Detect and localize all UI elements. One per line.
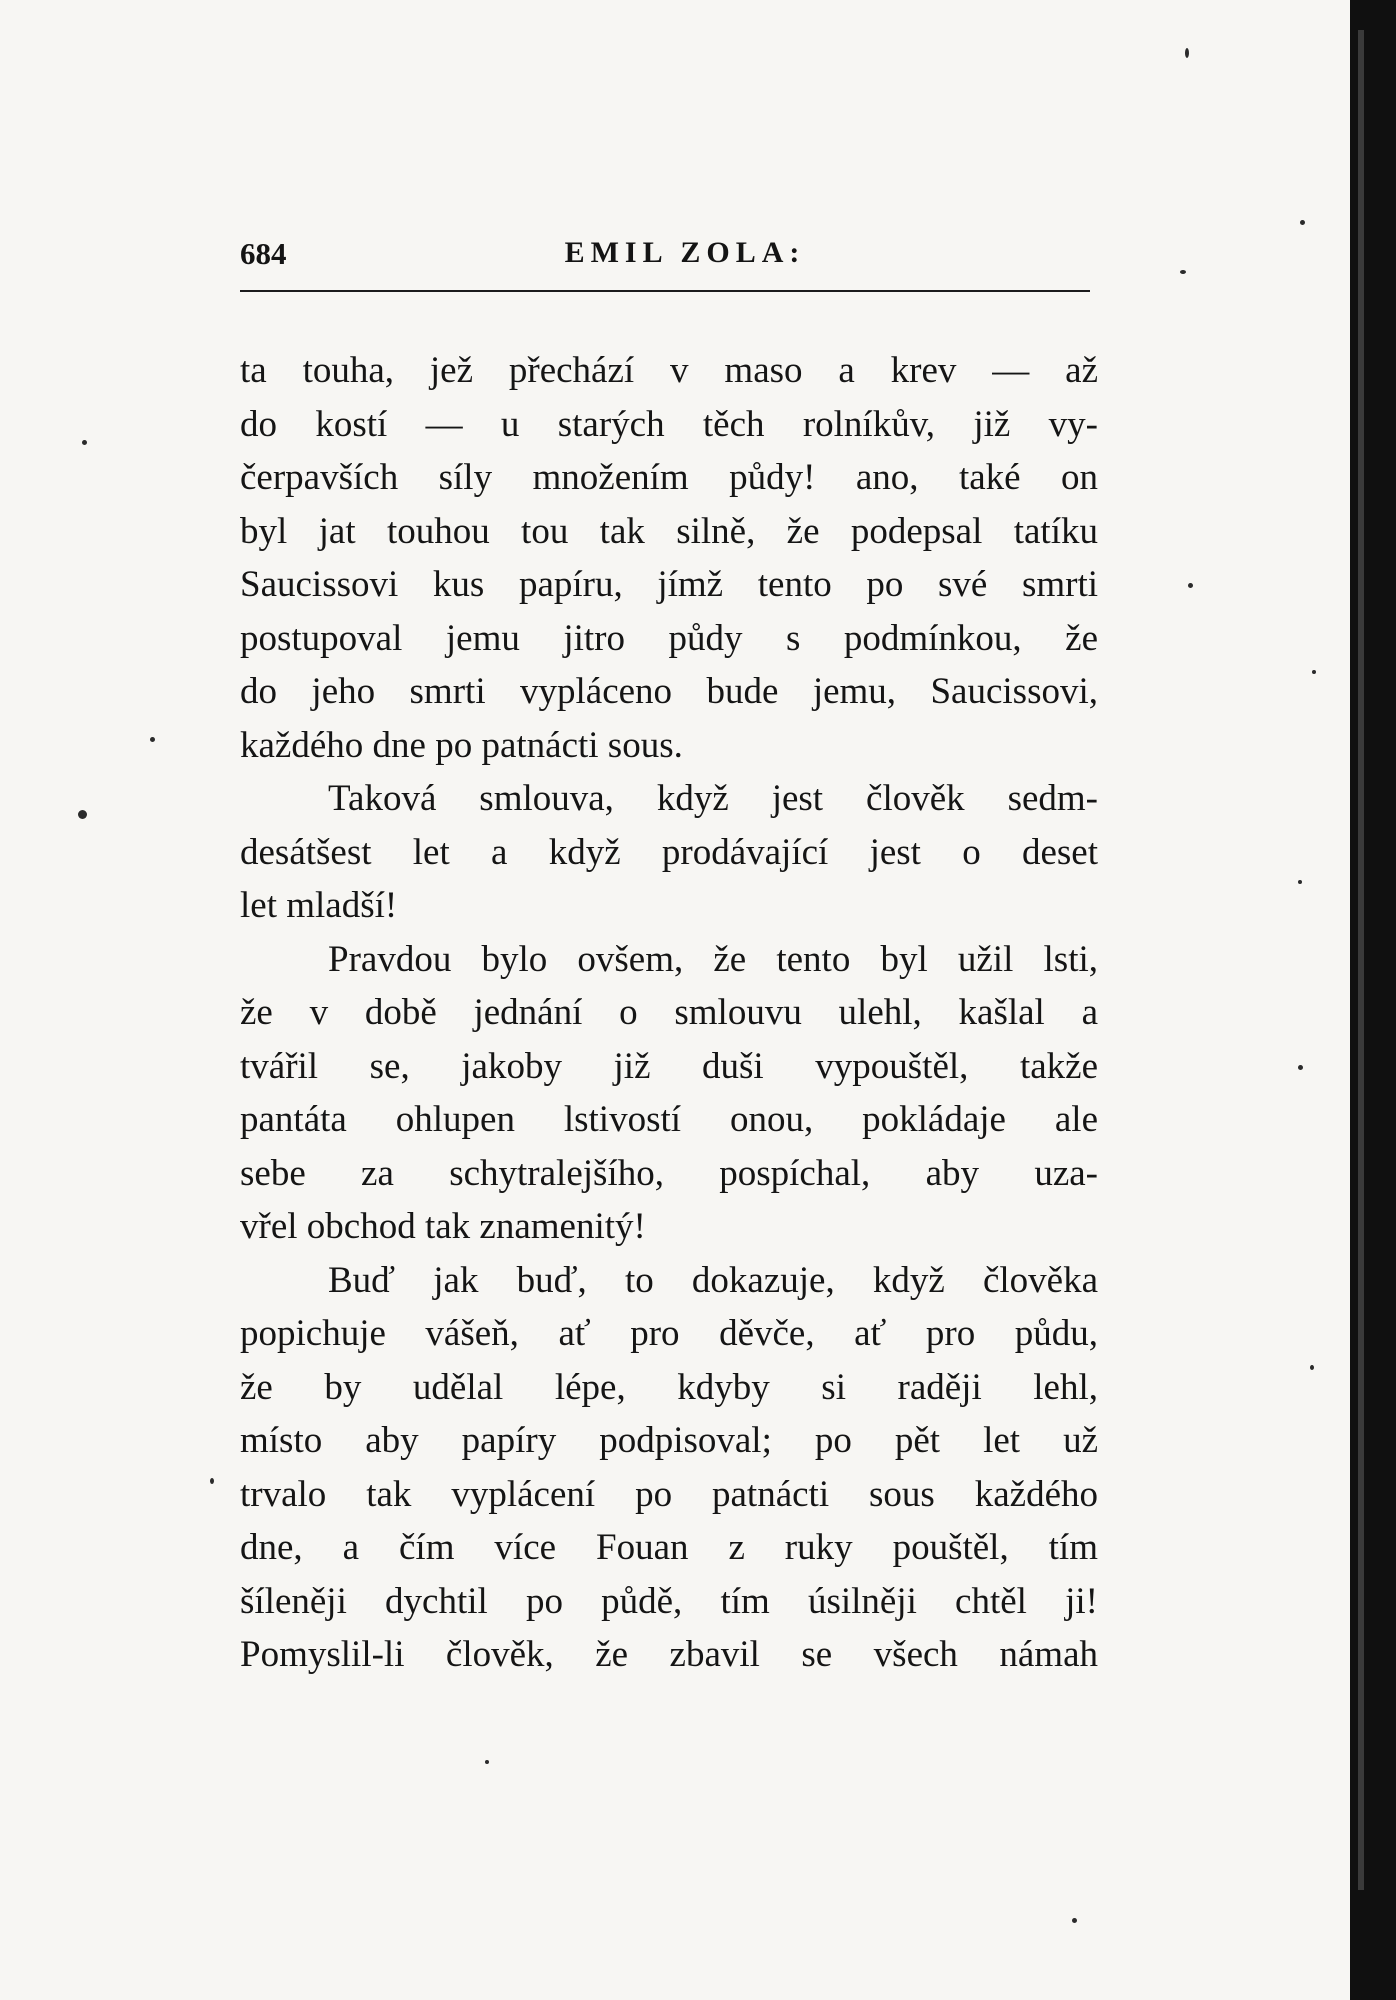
- scan-speck: [82, 440, 87, 445]
- scan-speck: [210, 1478, 214, 1484]
- text-line: desátšest let a když prodávající jest o deset: [240, 831, 1098, 873]
- scan-speck: [1188, 583, 1193, 588]
- scan-speck: [150, 737, 155, 742]
- text-line: Pomyslil-li člověk, že zbavil se všech námah: [240, 1634, 1098, 1675]
- scan-speck: [1180, 270, 1186, 274]
- scan-speck: [1300, 220, 1305, 225]
- book-binding-edge: [1350, 0, 1396, 2000]
- text-line: pantáta ohlupen lstivostí onou, pokládaje ale: [240, 1099, 1098, 1140]
- text-line: čerpavších síly množením půdy! ano, také on: [240, 457, 1098, 498]
- scan-speck: [78, 810, 87, 819]
- scan-speck: [1310, 1365, 1314, 1370]
- text-line: místo aby papíry podpisoval; po pět let už: [240, 1420, 1098, 1461]
- header-rule: [240, 290, 1090, 292]
- scan-speck: [1298, 880, 1302, 884]
- text-line: každého dne po patnácti sous.: [240, 724, 683, 766]
- scan-speck: [1298, 1065, 1303, 1070]
- page-header: [240, 236, 1090, 280]
- text-line: postupoval jemu jitro půdy s podmínkou, že: [240, 617, 1098, 659]
- text-line: tvářil se, jakoby již duši vypouštěl, takže: [240, 1045, 1098, 1087]
- text-line: šíleněji dychtil po půdě, tím úsilněji chtěl ji!: [240, 1580, 1098, 1622]
- text-line: sebe za schytralejšího, pospíchal, aby uza-: [240, 1152, 1098, 1194]
- text-line: Taková smlouva, když jest člověk sedm-: [328, 778, 1098, 819]
- text-line: byl jat touhou tou tak silně, že podepsal tatíku: [240, 510, 1098, 552]
- scan-speck: [1072, 1918, 1077, 1923]
- scan-speck: [1312, 670, 1316, 674]
- text-line: Buď jak buď, to dokazuje, když člověka: [328, 1259, 1098, 1301]
- text-line: Saucissovi kus papíru, jímž tento po své smrti: [240, 564, 1098, 605]
- text-line: ta touha, jež přechází v maso a krev — až: [240, 350, 1098, 391]
- text-line: vřel obchod tak znamenitý!: [240, 1206, 646, 1247]
- text-line: že v době jednání o smlouvu ulehl, kašlal a: [240, 992, 1098, 1033]
- text-line: trvalo tak vyplácení po patnácti sous každého: [240, 1473, 1098, 1515]
- text-line: let mladší!: [240, 885, 398, 926]
- text-line: do kostí — u starých těch rolníkův, již vy-: [240, 403, 1098, 445]
- running-title: EMIL ZOLA:: [564, 236, 806, 269]
- binding-highlight: [1358, 30, 1364, 1890]
- scan-speck: [485, 1760, 489, 1764]
- text-line: že by udělal lépe, kdyby si raději lehl,: [240, 1366, 1098, 1408]
- text-line: dne, a čím více Fouan z ruky pouštěl, tím: [240, 1527, 1098, 1568]
- page-number: 684: [240, 236, 287, 271]
- body-text: [240, 344, 1098, 1682]
- scan-speck: [1185, 48, 1189, 58]
- text-line: popichuje vášeň, ať pro děvče, ať pro půdu,: [240, 1313, 1098, 1354]
- text-line: Pravdou bylo ovšem, že tento byl užil lsti,: [328, 938, 1098, 980]
- text-line: do jeho smrti vypláceno bude jemu, Saucissovi,: [240, 671, 1098, 712]
